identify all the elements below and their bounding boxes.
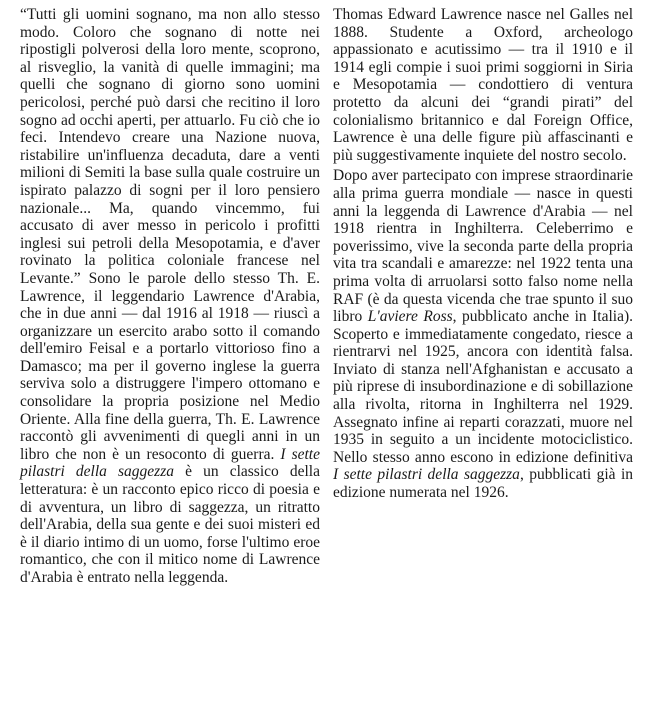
quote-text-continued: è un classico della letteratura: è un racconto epico ricco di poesia e di avventura, un libro di saggezza, un ritratto dell'Arabia, della sua gente e dei suoi misteri ed è il diario intimo di un uomo, forse l'ultimo eroe romantico, che con il mitico nome di Lawrence d'Arabia è entrato nella leggenda. [20,463,320,586]
later-life-text-continued: , pubblicato anche in Italia). Scoperto e immediatamente congedato, riesce a rientrarvi nel 1925, ancora con identità falsa. Inviato di stanza nell'Afghanistan e accusato a più riprese di insubordinazione e di sobillazione alla rivolta, ritorna in Inghilterra nel 1929. Assegnato infine ai reparti corazzati, muore nel 1935 in seguito a un incidente motociclistico. Nello stesso anno escono in edizione definitiva [333,308,634,466]
biography-text: Thomas Edward Lawrence nasce nel Galles nel 1888. Studente a Oxford, archeologo appassionato e acutissimo — tra il 1910 e il 1914 egli compie i suoi primi soggiorni in Siria e Mesopotamia — condottiero di ventura protetto da alcuni dei “grandi pirati” del colonialismo britannico e dal Foreign Office, Lawrence è una delle figure più affascinanti e più suggestivamente inquiete del nostro secolo. [333,6,633,164]
book-title-aviere: L'aviere Ross [367,308,453,326]
later-life-text: Dopo aver partecipato con imprese straordinarie alla prima guerra mondiale — nasce in questi anni la leggenda di Lawrence d'Arabia — nel 1918 rientra in Inghilterra. Celeberrimo e poverissimo, vive la seconda parte della propria vita tra scandali e amarezze: nel 1922 tenta una prima volta di arruolarsi sotto falso nome nella RAF (è da questa vicenda che trae spunto il suo libro [333,167,633,326]
right-column [333,6,633,502]
quote-paragraph [20,6,320,587]
later-life-text-end: , pubblicati già in edizione numerata nel 1926. [333,466,633,502]
left-column [20,6,320,587]
book-title-pilastri: I sette pilastri della saggezza [333,466,520,484]
book-title: I sette pilastri della saggezza [20,445,320,481]
biography-paragraph [333,6,633,164]
later-life-paragraph [333,167,633,501]
quote-text: “Tutti gli uomini sognano, ma non allo stesso modo. Coloro che sognano di notte nei ripostigli polverosi della loro mente, scoprono, al risveglio, la vanità di quelle immagini; ma quelli che sognano di giorno sono uomini pericolosi, perché può darsi che recitino il loro sogno ad occhi aperti, per attuarlo. Fu ciò che io feci. Intendevo creare una Nazione nuova, ristabilire un'influenza decaduta, dare a venti milioni di Semiti la base sulla quale costruire un ispirato palazzo di sogni per il loro pensiero nazionale... Ma, quando vincemmo, fui accusato di aver messo in pericolo i profitti inglesi sui petroli della Mesopotamia, e d'aver rovinato la politica coloniale francese nel Levante.” Sono le parole dello stesso Th. E. Lawrence, il leggendario Lawrence d'Arabia, che in due anni — dal 1916 al 1918 — riuscì a organizzare un esercito arabo sotto il comando dell'emiro Feisal e a portarlo vittorioso fino a Damasco; ma per il governo inglese la guerra serviva solo a distruggere l'impero ottomano e consolidare la propria posizione nel Medio Oriente. Alla fine della guerra, Th. E. Lawrence raccontò gli avvenimenti di quegli anni in un libro che non è un resoconto di guerra. [20,6,320,463]
